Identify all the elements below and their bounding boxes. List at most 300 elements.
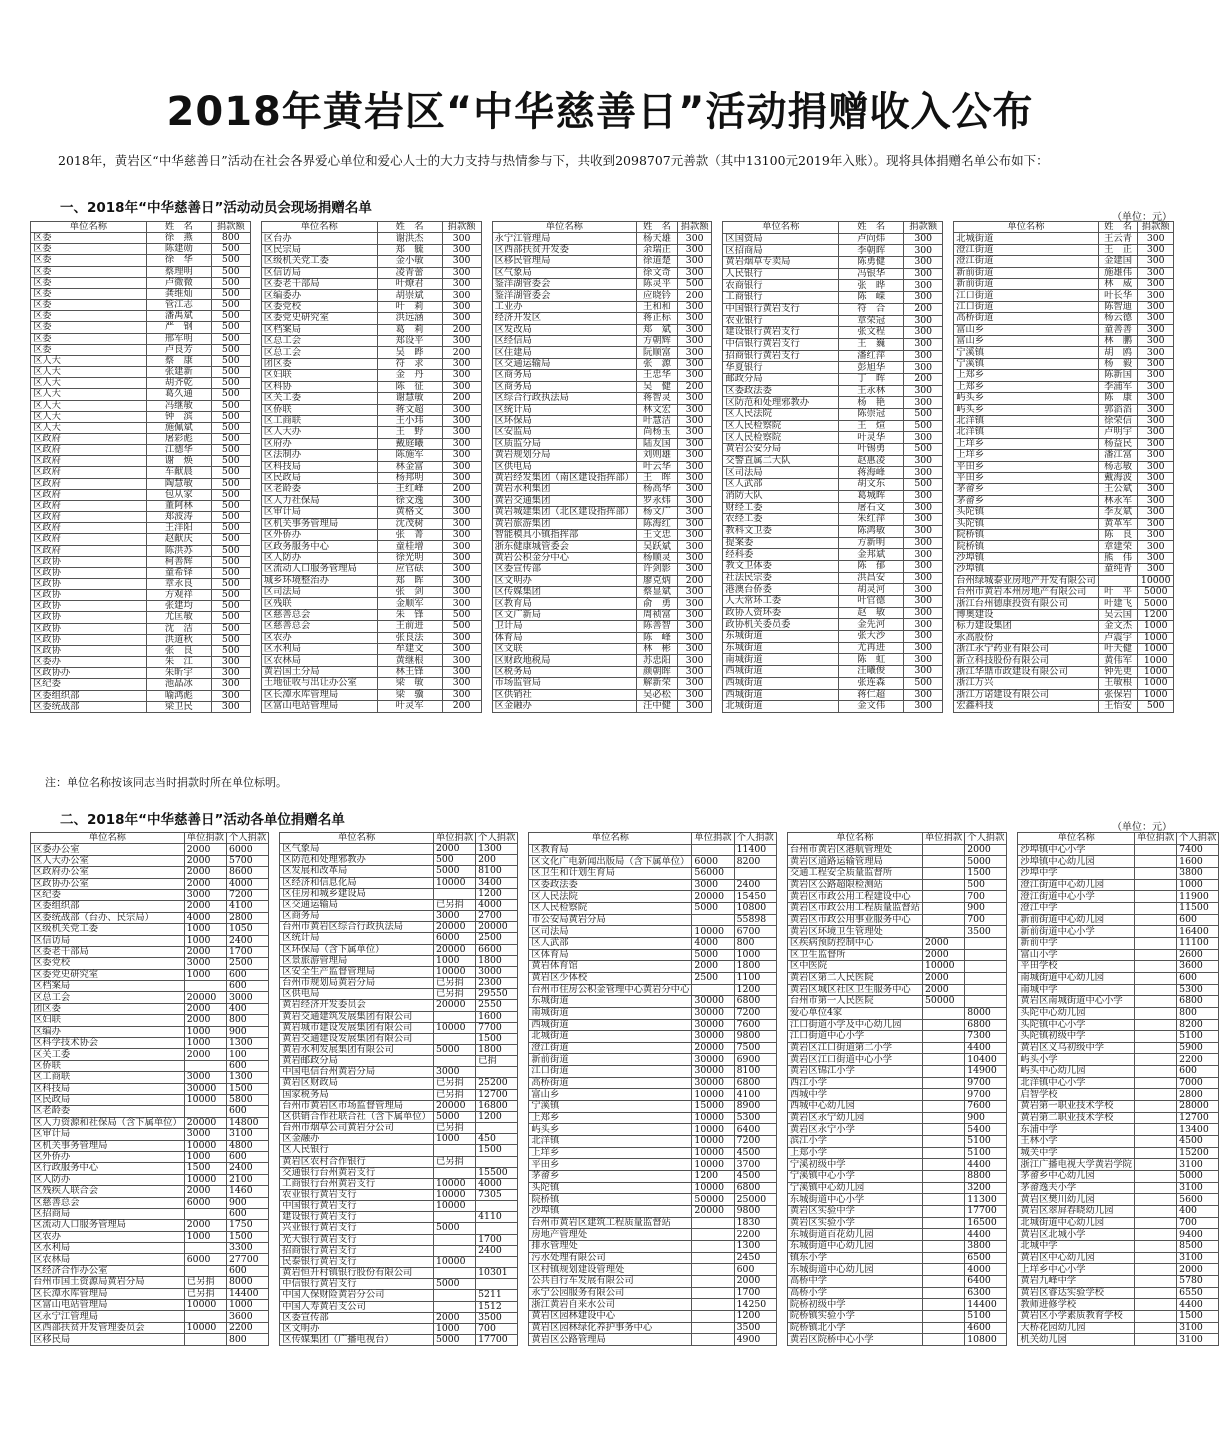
unit-name-cell: 区发改局 — [492, 324, 636, 335]
table-row — [280, 1011, 518, 1022]
value-cell: 10000 — [692, 926, 734, 938]
unit-name-cell: 区委 — [31, 288, 147, 299]
value-cell: 300 — [1138, 507, 1174, 518]
value-cell: 林王锋 — [377, 666, 442, 677]
value-cell — [1134, 961, 1176, 973]
value-cell: 杨云德 — [1098, 313, 1138, 324]
unit-name-cell: 南城中学 — [1018, 984, 1135, 996]
value-cell: 吴跃斌 — [637, 541, 678, 552]
value-cell: 900 — [226, 1197, 268, 1208]
column-header: 捐款额 — [1138, 222, 1174, 233]
value-cell: 600 — [734, 1264, 776, 1276]
unit-name-cell: 黄岩区园林建设中心 — [529, 1310, 692, 1322]
unit-name-cell: 消防大队 — [723, 490, 839, 502]
unit-name-cell: 区委宣传部 — [492, 564, 636, 575]
table-row — [31, 266, 251, 277]
value-cell: 8100 — [734, 1066, 776, 1078]
value-cell: 10000 — [184, 1322, 226, 1333]
value-cell — [922, 902, 964, 914]
value-cell: 300 — [1138, 438, 1174, 449]
table-row — [954, 358, 1174, 369]
value-cell: 500 — [904, 420, 943, 432]
unit-name-cell: 财经工委 — [723, 502, 839, 514]
unit-name-cell: 黄岩水利发展集团有限公司 — [280, 1044, 434, 1055]
unit-name-cell: 区政府 — [31, 534, 147, 545]
value-cell: 10000 — [433, 877, 475, 888]
value-cell: 余瑞正 — [637, 244, 678, 255]
value-cell: 500 — [211, 288, 250, 299]
value-cell: 500 — [211, 489, 250, 500]
value-cell: 4500 — [1177, 1136, 1219, 1148]
table-row — [31, 233, 251, 244]
value-cell: 300 — [1138, 529, 1174, 540]
value-cell: 陈鸿敏 — [839, 525, 904, 537]
table-row — [954, 689, 1174, 700]
value-cell: 杨高华 — [637, 484, 678, 495]
value-cell: 2200 — [226, 1322, 268, 1333]
unit-name-cell: 区长潭水库管理局 — [261, 689, 377, 700]
unit-name-cell: 黄岩第二职业技术学校 — [1018, 1112, 1135, 1124]
unit-name-cell: 区农办 — [31, 1231, 185, 1242]
unit-name-cell: 黄岩区少体校 — [529, 972, 692, 984]
value-cell: 2200 — [1177, 1054, 1219, 1066]
table-row — [1018, 891, 1219, 903]
unit-name-cell: 区农林局 — [31, 1254, 185, 1265]
unit-name-cell: 澄江街道中心幼儿园 — [1018, 879, 1135, 891]
unit-name-cell: 区慈善总会 — [31, 1197, 185, 1208]
value-cell: 叶天健 — [1098, 644, 1138, 655]
value-cell: 10800 — [734, 902, 776, 914]
table-row — [261, 689, 481, 700]
unit-name-cell: 区委党校 — [31, 958, 185, 969]
value-cell: 包从家 — [146, 489, 211, 500]
value-cell: 徐 燕 — [146, 233, 211, 244]
section1-table-2 — [261, 221, 482, 713]
unit-name-cell: 中信银行黄岩支行 — [280, 1279, 434, 1290]
unit-name-cell: 区人大办 — [261, 427, 377, 438]
table-row — [723, 549, 943, 561]
unit-name-cell: 区人大 — [31, 400, 147, 411]
value-cell: 5000 — [433, 1044, 475, 1055]
unit-name-cell: 区政协 — [31, 612, 147, 623]
value-cell: 5000 — [1177, 1171, 1219, 1183]
unit-name-cell: 农商银行 — [723, 280, 839, 292]
table-row — [787, 1159, 1007, 1171]
table-row — [492, 689, 712, 700]
value-cell — [1134, 937, 1176, 949]
value-cell — [692, 1322, 734, 1334]
unit-name-cell: 区农办 — [261, 632, 377, 643]
unit-name-cell: 区妇联 — [31, 1015, 185, 1026]
table-row — [529, 1229, 776, 1241]
value-cell: 5300 — [734, 1112, 776, 1124]
unit-name-cell: 区卫生监督所 — [787, 949, 922, 961]
value-cell: 5000 — [965, 856, 1007, 868]
table-row — [787, 1240, 1007, 1252]
value-cell — [1134, 1101, 1176, 1113]
value-cell: 500 — [211, 400, 250, 411]
value-cell: 500 — [211, 367, 250, 378]
value-cell: 300 — [677, 701, 711, 713]
unit-name-cell: 教科文卫委 — [723, 525, 839, 537]
unit-name-cell: 区慈善总会 — [261, 609, 377, 620]
unit-name-cell: 工业办 — [492, 301, 636, 312]
unit-name-cell: 黄岩区小学素质教育学校 — [1018, 1310, 1135, 1322]
value-cell: 杨志敏 — [1098, 461, 1138, 472]
value-cell — [1134, 1217, 1176, 1229]
unit-name-cell: 区供电局 — [280, 989, 434, 1000]
value-cell: 叶锡勇 — [839, 444, 904, 456]
value-cell: 14900 — [965, 1066, 1007, 1078]
value-cell: 300 — [904, 631, 943, 643]
table-row — [787, 972, 1007, 984]
unit-name-cell: 高桥小学 — [787, 1287, 922, 1299]
unit-name-cell: 社法民宗委 — [723, 572, 839, 584]
unit-name-cell: 江口街道 — [954, 290, 1098, 301]
value-cell: 500 — [904, 479, 943, 491]
value-cell — [922, 1299, 964, 1311]
unit-name-cell: 王林小学 — [1018, 1136, 1135, 1148]
table-row — [1018, 1007, 1219, 1019]
unit-name-cell: 黄岩城建集团（北区建设指挥部） — [492, 507, 636, 518]
value-cell: 6000 — [433, 933, 475, 944]
table-row — [492, 370, 712, 381]
value-cell: 300 — [1138, 427, 1174, 438]
table-row — [723, 432, 943, 444]
value-cell: 300 — [904, 560, 943, 572]
value-cell: 金文杰 — [1098, 621, 1138, 632]
unit-name-cell: 区移民局 — [31, 1334, 185, 1346]
unit-name-cell: 交通银行台州黄岩支行 — [280, 1167, 434, 1178]
table-row — [280, 1145, 518, 1156]
value-cell: 300 — [442, 587, 481, 598]
unit-name-cell: 黄岩区永宁幼儿园 — [787, 1112, 922, 1124]
value-cell: 300 — [677, 461, 711, 472]
value-cell — [965, 949, 1007, 961]
value-cell — [1134, 996, 1176, 1008]
value-cell: 吴云国 — [1098, 609, 1138, 620]
value-cell: 800 — [226, 1334, 268, 1346]
value-cell — [1134, 1066, 1176, 1078]
value-cell: 300 — [677, 689, 711, 700]
value-cell — [922, 926, 964, 938]
table-row — [261, 598, 481, 609]
value-cell: 6400 — [734, 1124, 776, 1136]
value-cell: 胡灵河 — [839, 584, 904, 596]
value-cell: 1000 — [184, 935, 226, 946]
unit-name-cell: 光大银行黄岩支行 — [280, 1234, 434, 1245]
value-cell: 300 — [442, 678, 481, 689]
unit-name-cell: 茅畲乡 — [529, 1171, 692, 1183]
table-row — [31, 1060, 269, 1071]
table-row — [280, 877, 518, 888]
value-cell: 300 — [1138, 564, 1174, 575]
unit-name-cell: 区行政服务中心 — [31, 1163, 185, 1174]
column-header: 单位捐款 — [922, 833, 964, 845]
table-row — [492, 267, 712, 278]
value-cell: 300 — [442, 290, 481, 301]
table-row — [1018, 844, 1219, 856]
value-cell — [922, 879, 964, 891]
unit-name-cell: 区工商联 — [31, 1072, 185, 1083]
table-row — [31, 422, 251, 433]
value-cell: 金文伟 — [839, 701, 904, 713]
value-cell: 1500 — [1177, 1310, 1219, 1322]
value-cell: 15200 — [1177, 1147, 1219, 1159]
value-cell — [476, 1279, 518, 1290]
value-cell: 30000 — [692, 1007, 734, 1019]
unit-name-cell: 污水处理有限公司 — [529, 1252, 692, 1264]
unit-name-cell: 区人大 — [31, 422, 147, 433]
value-cell: 谢洪杰 — [377, 233, 442, 244]
value-cell: 2500 — [692, 972, 734, 984]
table-row — [529, 891, 776, 903]
table-row — [723, 444, 943, 456]
value-cell: 1300 — [226, 1072, 268, 1083]
value-cell: 陈崇冠 — [839, 409, 904, 421]
value-cell: 300 — [1138, 233, 1174, 244]
table-row — [954, 564, 1174, 575]
value-cell: 900 — [965, 902, 1007, 914]
table-row — [787, 1031, 1007, 1043]
value-cell: 300 — [904, 292, 943, 304]
unit-name-cell: 黄岩规划分局 — [492, 450, 636, 461]
value-cell: 3500 — [734, 1322, 776, 1334]
value-cell: 300 — [442, 655, 481, 666]
table-row — [261, 336, 481, 347]
value-cell: 300 — [904, 619, 943, 631]
table-row — [1018, 1147, 1219, 1159]
unit-name-cell: 区委 — [31, 333, 147, 344]
table-row — [723, 350, 943, 362]
unit-name-cell: 黄岩交通建设发展集团有限公司 — [280, 1033, 434, 1044]
table-row — [31, 579, 251, 590]
value-cell: 300 — [442, 564, 481, 575]
table-row — [787, 844, 1007, 856]
value-cell: 600 — [226, 981, 268, 992]
unit-name-cell: 建设银行黄岩支行 — [723, 327, 839, 339]
value-cell: 10301 — [476, 1268, 518, 1279]
table-row — [529, 844, 776, 856]
unit-name-cell: 永高股份 — [954, 632, 1098, 643]
value-cell: 葛久通 — [146, 389, 211, 400]
value-cell: 洪远涵 — [377, 313, 442, 324]
table-row — [280, 1290, 518, 1301]
value-cell: 300 — [442, 256, 481, 267]
value-cell — [433, 1056, 475, 1067]
unit-name-cell: 区科协 — [261, 381, 377, 392]
table-row — [31, 500, 251, 511]
table-row — [787, 949, 1007, 961]
value-cell: 徐文奇 — [637, 267, 678, 278]
value-cell: 叶官德 — [839, 596, 904, 608]
unit-name-cell: 黄岩区环境卫生管理处 — [787, 926, 922, 938]
unit-name-cell: 黄岩区园林绿化养护事务中心 — [529, 1322, 692, 1334]
value-cell — [1134, 1042, 1176, 1054]
value-cell: 10000 — [692, 1147, 734, 1159]
value-cell: 300 — [1138, 381, 1174, 392]
value-cell: 柯善辉 — [146, 556, 211, 567]
value-cell: 300 — [442, 415, 481, 426]
table-row — [492, 564, 712, 575]
table-row — [723, 490, 943, 502]
value-cell: 2400 — [476, 1245, 518, 1256]
value-cell: 2500 — [476, 933, 518, 944]
value-cell: 6700 — [734, 926, 776, 938]
unit-name-cell: 黄岩区实验中学 — [787, 1206, 922, 1218]
table-row — [1018, 1159, 1219, 1171]
unit-name-cell: 区编办 — [31, 1026, 185, 1037]
value-cell: 金 丹 — [377, 370, 442, 381]
unit-name-cell: 黄岩区第二人民医院 — [787, 972, 922, 984]
unit-name-cell: 鉴洋湖管委会 — [492, 279, 636, 290]
table-row — [492, 404, 712, 415]
unit-name-cell: 区西部扶贫开发管理委员会 — [31, 1322, 185, 1333]
value-cell: 应官砝 — [377, 564, 442, 575]
value-cell: 500 — [211, 579, 250, 590]
table-row — [954, 336, 1174, 347]
value-cell: 4100 — [226, 901, 268, 912]
value-cell — [922, 1310, 964, 1322]
table-row — [529, 1112, 776, 1124]
table-row — [723, 280, 943, 292]
section2-table-2 — [279, 832, 518, 1346]
unit-name-cell: 城关中学 — [1018, 1147, 1135, 1159]
table-row — [529, 1089, 776, 1101]
value-cell: 300 — [677, 541, 711, 552]
value-cell: 5100 — [965, 1147, 1007, 1159]
unit-name-cell: 港澳台侨委 — [723, 584, 839, 596]
unit-name-cell: 区安监局 — [492, 427, 636, 438]
unit-name-cell: 东城街道中心幼儿园 — [787, 1264, 922, 1276]
table-row — [1018, 984, 1219, 996]
table-row — [954, 678, 1174, 689]
unit-name-cell: 区西部扶贫开发委 — [492, 244, 636, 255]
unit-name-cell: 区委政法委 — [529, 879, 692, 891]
table-row — [492, 575, 712, 586]
value-cell: 7200 — [734, 1136, 776, 1148]
unit-name-cell: 院桥镇北小学 — [787, 1322, 922, 1334]
value-cell — [922, 1019, 964, 1031]
value-cell — [692, 1252, 734, 1264]
value-cell: 已另捐 — [433, 1156, 475, 1167]
value-cell: 李友斌 — [1098, 507, 1138, 518]
value-cell — [692, 1217, 734, 1229]
unit-name-cell: 黄岩区市政公用工程建设中心 — [787, 891, 922, 903]
table-row — [31, 277, 251, 288]
unit-name-cell: 头陀镇中心小学 — [1018, 1019, 1135, 1031]
unit-name-cell: 华夏银行 — [723, 362, 839, 374]
value-cell: 300 — [677, 529, 711, 540]
value-cell: 4800 — [226, 1140, 268, 1151]
table-row — [31, 512, 251, 523]
unit-name-cell: 平田乡 — [954, 472, 1098, 483]
unit-name-cell: 区政府 — [31, 467, 147, 478]
value-cell: 2200 — [734, 1229, 776, 1241]
unit-name-cell: 区政协 — [31, 590, 147, 601]
value-cell — [1134, 1147, 1176, 1159]
unit-name-cell: 上垟乡 — [954, 438, 1098, 449]
unit-name-cell: 区总工会 — [261, 347, 377, 358]
value-cell: 张建均 — [146, 601, 211, 612]
value-cell: 徐道楚 — [637, 256, 678, 267]
value-cell: 7200 — [734, 1007, 776, 1019]
table-row — [1018, 1042, 1219, 1054]
value-cell: 1500 — [184, 1163, 226, 1174]
value-cell: 500 — [211, 523, 250, 534]
value-cell: 8100 — [476, 866, 518, 877]
value-cell: 5000 — [433, 1223, 475, 1234]
value-cell: 4100 — [734, 1089, 776, 1101]
unit-name-cell: 区经信局 — [492, 336, 636, 347]
value-cell — [1134, 1229, 1176, 1241]
value-cell: 叶慧洁 — [637, 415, 678, 426]
table-row — [723, 560, 943, 572]
unit-name-cell: 区委组织部 — [31, 690, 147, 701]
table-row — [954, 644, 1174, 655]
value-cell: 11500 — [1177, 902, 1219, 914]
value-cell: 200 — [442, 347, 481, 358]
table-row — [261, 655, 481, 666]
value-cell: 300 — [677, 267, 711, 278]
table-row — [261, 678, 481, 689]
table-row — [280, 1335, 518, 1346]
value-cell — [1134, 1240, 1176, 1252]
table-row — [31, 1106, 269, 1117]
table-row — [261, 461, 481, 472]
unit-name-cell: 黄岩区农村合作银行 — [280, 1156, 434, 1167]
table-row — [954, 427, 1174, 438]
table-row — [529, 961, 776, 973]
table-row — [529, 1019, 776, 1031]
unit-name-cell: 头陀镇 — [954, 518, 1098, 529]
value-cell: 10000 — [1138, 575, 1174, 586]
unit-name-cell: 上郑乡 — [954, 370, 1098, 381]
value-cell: 300 — [904, 455, 943, 467]
value-cell: 胡文东 — [839, 479, 904, 491]
value-cell: 200 — [476, 855, 518, 866]
value-cell: 200 — [904, 303, 943, 315]
value-cell: 冯银华 — [839, 268, 904, 280]
value-cell: 解新荣 — [637, 678, 678, 689]
unit-name-cell: 宁溪镇 — [954, 358, 1098, 369]
value-cell — [965, 972, 1007, 984]
table-row — [954, 575, 1174, 586]
table-row — [261, 404, 481, 415]
value-cell: 20000 — [692, 1042, 734, 1054]
value-cell: 王 晖 — [637, 472, 678, 483]
unit-name-cell: 区商务局 — [492, 381, 636, 392]
value-cell: 300 — [442, 381, 481, 392]
unit-name-cell: 区府办 — [261, 438, 377, 449]
table-row — [31, 1083, 269, 1094]
table-row — [954, 632, 1174, 643]
value-cell: 10000 — [184, 1094, 226, 1105]
value-cell: 300 — [211, 679, 250, 690]
value-cell: 李朝晖 — [839, 245, 904, 257]
value-cell: 700 — [1177, 1217, 1219, 1229]
value-cell: 300 — [904, 514, 943, 526]
table-row — [31, 1049, 269, 1060]
value-cell: 2000 — [184, 1220, 226, 1231]
table-row — [31, 612, 251, 623]
unit-name-cell: 南城街道 — [529, 1007, 692, 1019]
value-cell: 25000 — [734, 1194, 776, 1206]
unit-name-cell: 黄岩烟草专卖局 — [723, 257, 839, 269]
unit-name-cell: 区政府 — [31, 456, 147, 467]
unit-name-cell: 区政协 — [31, 579, 147, 590]
unit-name-cell: 滨江小学 — [787, 1136, 922, 1148]
